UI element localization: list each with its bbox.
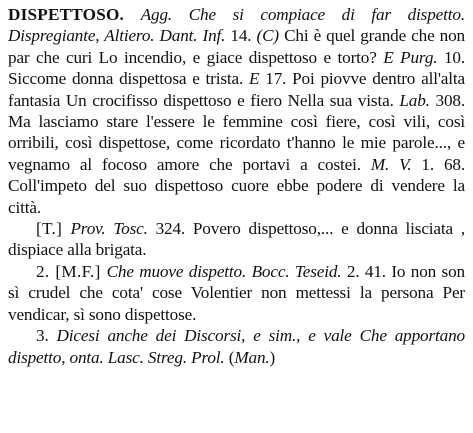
definition-text: Che muove dispetto. Bocc. Teseid. xyxy=(106,261,342,281)
entry-paragraph-2 xyxy=(8,218,465,261)
citation-source: Lab. xyxy=(399,90,430,110)
citation-source: Prov. Tosc. xyxy=(70,219,148,239)
definition-text: Dicesi anche dei Discorsi, e sim., e vale Che apportano dispetto, onta. Lasc. Streg. Prol. xyxy=(8,326,465,367)
definition-text: Agg. Che si compiace di far dispetto. Dispregiante, Altiero. Dant. Inf. xyxy=(8,5,465,46)
punctuation: ( xyxy=(224,347,235,367)
citation-number: 14. xyxy=(225,26,257,46)
dictionary-entry xyxy=(8,4,465,368)
entry-paragraph-4 xyxy=(8,325,465,368)
quotation-text: 2. 41. Io non son sì crudel che cota' cose Volentier non mettessi la persona Per vendicar, sì sono dispettose. xyxy=(8,261,465,324)
sense-number: 3. xyxy=(36,326,57,346)
entry-paragraph-1 xyxy=(8,4,465,218)
headword: DISPETTOSO. xyxy=(8,5,125,24)
quotation-text: 324. Povero dispettoso,... e donna lisciata , dispiace alla brigata. xyxy=(8,219,465,260)
quotation-text: 10. Siccome donna dispettosa e trista. xyxy=(8,47,465,89)
quotation-text: 17. Poi piovve dentro all'alta fantasia Un crocifisso dispettoso e fiero Nella sua vista. xyxy=(8,69,465,110)
source-tag: (C) xyxy=(256,26,280,46)
source-tag: Man. xyxy=(234,347,270,367)
quotation-text: 1. 68. Coll'impeto del suo dispettoso cuore ebbe podere di vendere la città. xyxy=(8,154,465,217)
sense-number: 2. [M.F.] xyxy=(36,261,107,281)
source-tag: [T.] xyxy=(36,219,71,239)
quotation-text: Chi è quel grande che non par che curi Lo incendio, e giace dispettoso e torto? xyxy=(8,26,465,67)
citation-source: M. V. xyxy=(370,154,412,174)
entry-paragraph-3 xyxy=(8,261,465,325)
punctuation: ) xyxy=(269,347,276,367)
citation-source: E Purg. xyxy=(383,47,438,67)
citation-source: E xyxy=(249,69,260,89)
quotation-text: 308. Ma lasciamo stare l'essere le femmine così fiere, così vili, così orribili, così dispettose, come ricordato t'hanno le mie parole..., e vegnamo al focoso amore che portavi a costei. xyxy=(8,90,465,174)
